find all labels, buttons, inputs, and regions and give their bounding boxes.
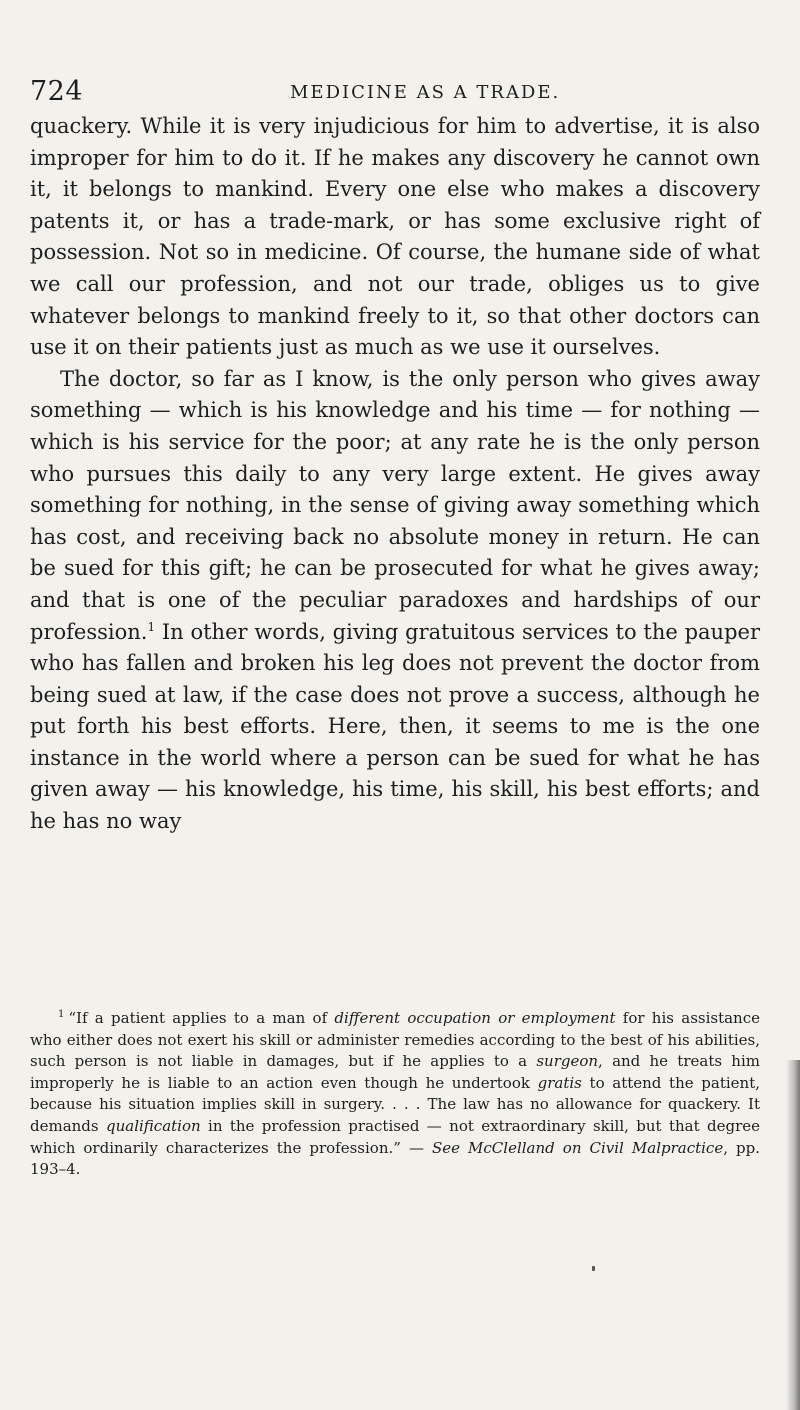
paragraph-text: In other words, giving gratuitous services to the pauper who has fallen and broken his leg does not prevent the doctor from being sued at law, if the case does not prove a success, although he put forth his best efforts. Here, then, it seems to me is the one instance in the world where a person can be sued for what he has given away — his knowledge, his time, his skill, his best efforts; and he has no way xyxy=(30,619,760,834)
paragraph: quackery. While it is very injudicious for him to advertise, it is also improper for him to do it. If he makes any discovery he cannot own it, it belongs to mankind. Every one else who makes a discovery patents it, or has a trade-mark, or has some exclusive right of possession. Not so in medicine. Of course, the humane side of what we call our profession, and not our trade, obliges us to give whatever belongs to mankind freely to it, so that other doctors can use it on their patients just as much as we use it ourselves. xyxy=(30,114,760,360)
footnote-text: , pp. 193–4. xyxy=(30,1138,760,1179)
footnote-text: , and he treats him improperly he is liable to an action even though he undertook xyxy=(30,1052,760,1092)
page-header xyxy=(30,72,760,112)
footnote-text: in the profession practised — not extraordinary skill, but that degree which ordinarily characterizes the profession.” — xyxy=(30,1116,760,1157)
ink-speck xyxy=(592,1266,595,1271)
footnote-italic: surgeon xyxy=(536,1052,599,1071)
paragraph xyxy=(30,364,760,838)
footnote-italic: gratis xyxy=(537,1073,582,1092)
footnote-text: for his assistance who either does not exert his skill or administer remedies according to the best of his abilities, such person is not liable in damages, but if he applies to a xyxy=(30,1009,760,1071)
main-text xyxy=(30,111,760,838)
footnote-italic: qualification xyxy=(105,1116,201,1135)
footnote-citation: See McClelland on Civil Malpractice xyxy=(431,1138,724,1157)
footnote-text: “If a patient applies to a man of xyxy=(68,1009,335,1027)
footnote xyxy=(30,1008,760,1181)
footnote-text: to attend the patient, because his situation implies skill in surgery. . . . The law has no allowance for quackery. It demands xyxy=(30,1073,760,1135)
page-number: 724 xyxy=(30,76,84,107)
footnote-reference: 1 xyxy=(147,619,156,634)
paragraph-text: The doctor, so far as I know, is the only person who gives away something — which is his knowledge and his time — for nothing — which is his service for the poor; at any rate he is the only person who pursues this daily to any very large extent. He gives away something for nothing, in the sense of giving away something which has cost, and receiving back no absolute money in return. He can be sued for this gift; he can be prosecuted for what he gives away; and that is one of the peculiar paradoxes and hardships of our profession. xyxy=(30,366,760,644)
footnote-mark: 1 xyxy=(58,1009,65,1020)
footnote-italic: different occupation or employment xyxy=(334,1009,616,1027)
running-head: MEDICINE AS A TRADE. xyxy=(290,82,561,103)
page-edge-shadow xyxy=(786,1060,800,1410)
